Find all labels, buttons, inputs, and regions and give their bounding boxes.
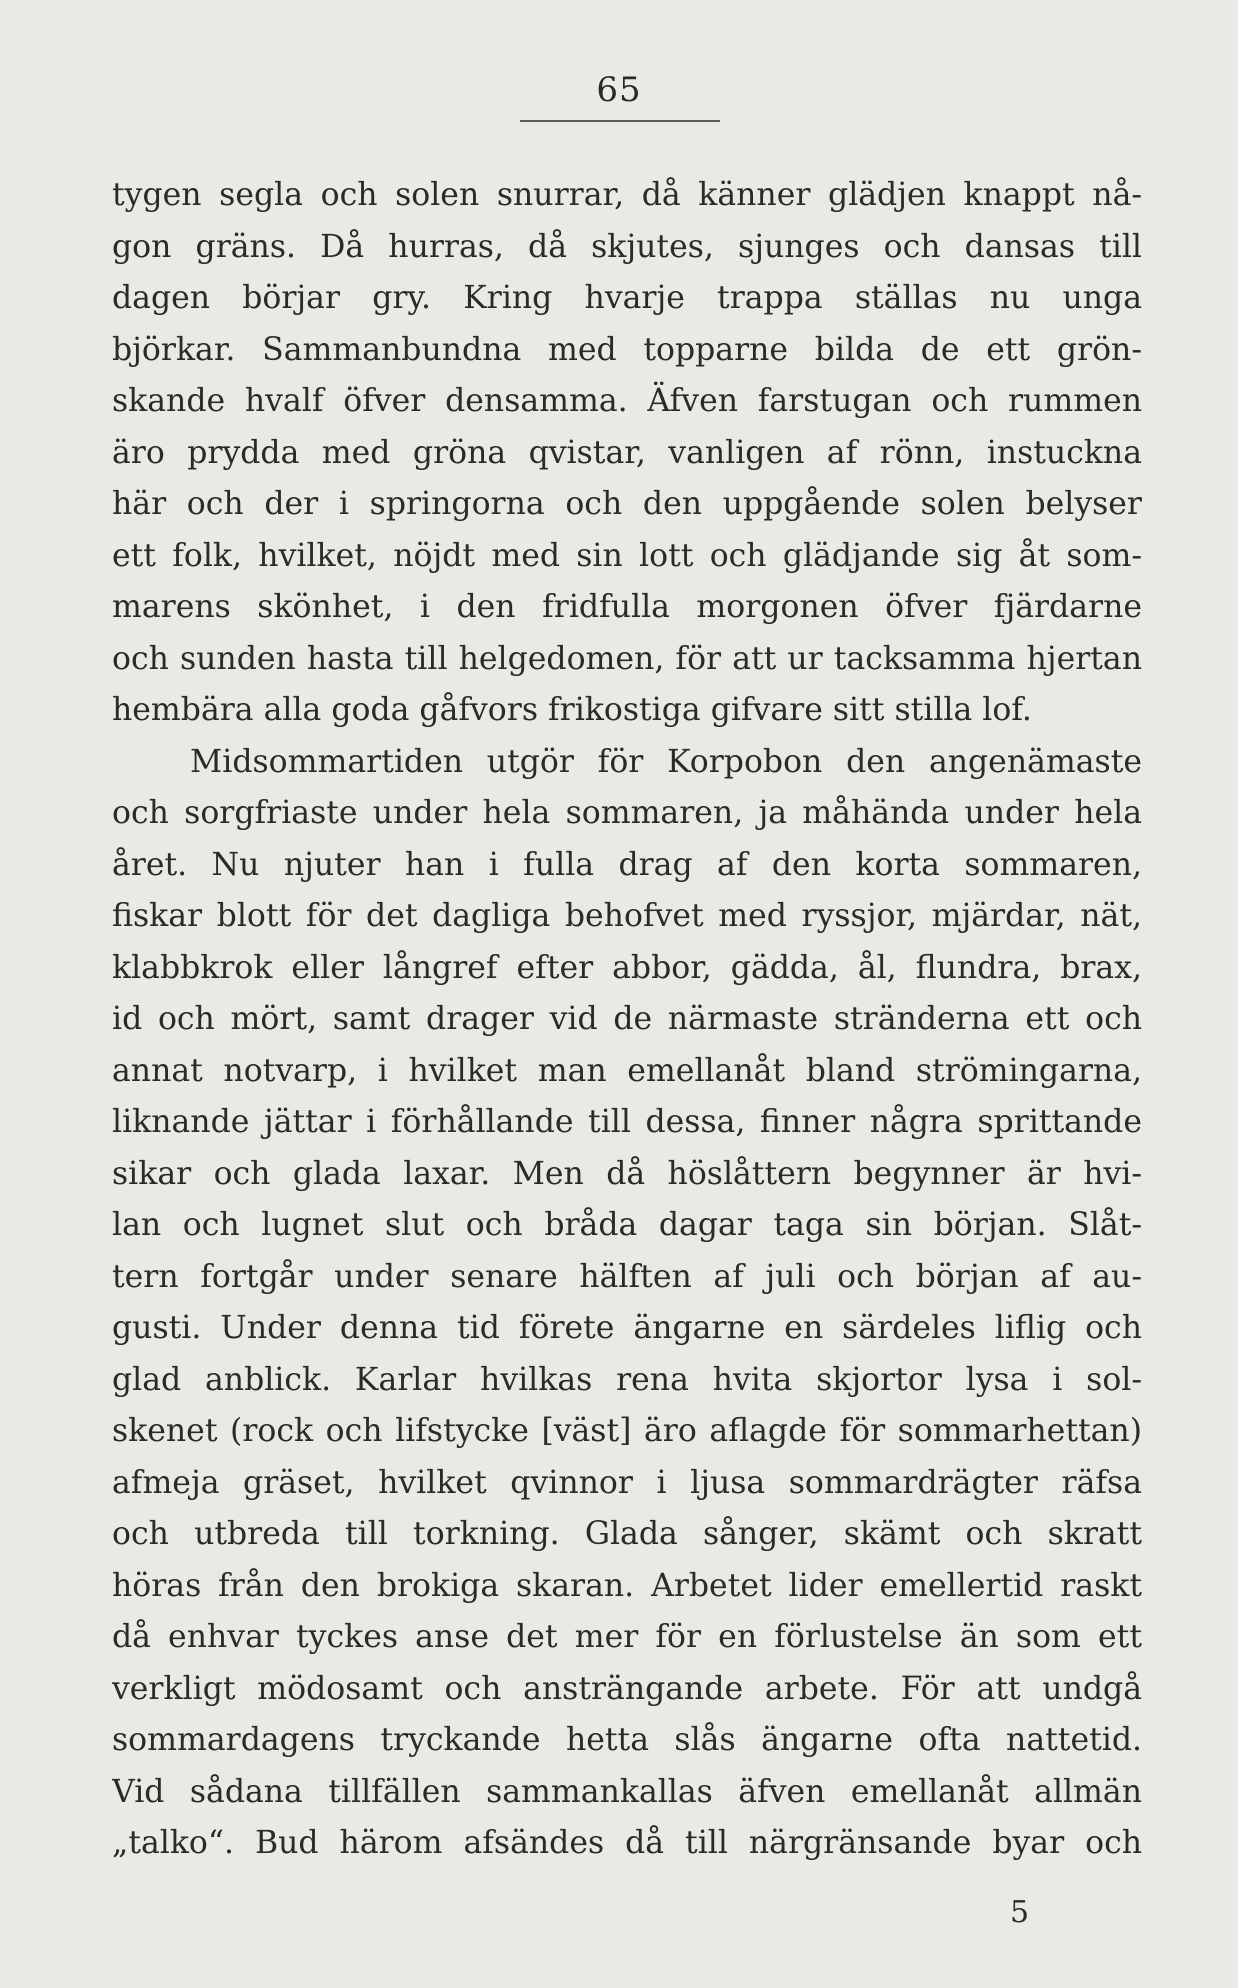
text-line: höras från den brokiga skaran. Arbetet lider emellertid raskt: [112, 1567, 1142, 1604]
text-line: och sunden hasta till helgedomen, för att ur tacksamma hjertan: [112, 640, 1142, 677]
text-line: fiskar blott för det dagliga behofvet med ryssjor, mjärdar, nät,: [112, 898, 1142, 934]
text-line: afmeja gräset, hvilket qvinnor i ljusa sommardrägter räfsa: [112, 1464, 1142, 1501]
signature-mark: 5: [1010, 1895, 1030, 1930]
text-line-paragraph-end: hembära alla goda gåfvors frikostiga gifvare sitt stilla lof.: [112, 692, 1032, 728]
text-line: Vid sådana tillfällen sammankallas äfven emellanåt allmän: [112, 1773, 1142, 1810]
text-line: tern fortgår under senare hälften af juli och början af au-: [112, 1258, 1142, 1295]
text-line: tygen segla och solen snurrar, då känner glädjen knappt nå-: [112, 177, 1142, 213]
text-line: skenet (rock och lifstycke [väst] äro aflagde för sommarhettan): [112, 1413, 1142, 1449]
text-line: „talko“. Bud härom afsändes då till närgränsande byar och: [112, 1825, 1142, 1861]
text-line: ett folk, hvilket, nöjdt med sin lott och glädjande sig åt som-: [112, 537, 1142, 574]
page-number: 65: [596, 70, 642, 110]
text-line: liknande jättar i förhållande till dessa, finner några sprittande: [112, 1104, 1142, 1140]
text-line: gusti. Under denna tid förete ängarne en särdeles liflig och: [112, 1310, 1142, 1346]
header-rule: [520, 120, 720, 122]
text-line: skande hvalf öfver densamma. Äfven farstugan och rummen: [112, 383, 1142, 419]
text-line: lan och lugnet slut och bråda dagar taga sin början. Slåt-: [112, 1207, 1142, 1243]
text-line: gon gräns. Då hurras, då skjutes, sjunges och dansas till: [112, 228, 1142, 265]
text-line-paragraph-start: Midsommartiden utgör för Korpobon den angenämaste: [190, 743, 1142, 780]
text-line: annat notvarp, i hvilket man emellanåt bland strömingarna,: [112, 1052, 1142, 1089]
text-line: marens skönhet, i den fridfulla morgonen öfver fjärdarne: [112, 589, 1142, 625]
text-line: här och der i springorna och den uppgående solen belyser: [112, 486, 1142, 522]
text-line: glad anblick. Karlar hvilkas rena hvita skjortor lysa i sol-: [112, 1361, 1142, 1398]
text-line: klabbkrok eller långref efter abbor, gädda, ål, flundra, brax,: [112, 949, 1142, 986]
text-line: dagen börjar gry. Kring hvarje trappa ställas nu unga: [112, 280, 1142, 316]
text-line: sommardagens tryckande hetta slås ängarne ofta nattetid.: [112, 1722, 1142, 1758]
text-line: och sorgfriaste under hela sommaren, ja måhända under hela: [112, 795, 1142, 831]
text-line: och utbreda till torkning. Glada sånger, skämt och skratt: [112, 1516, 1142, 1552]
body-text: [112, 170, 1142, 1870]
text-line: äro prydda med gröna qvistar, vanligen af rönn, instuckna: [112, 434, 1142, 471]
text-line: verkligt mödosamt och ansträngande arbete. För att undgå: [112, 1670, 1142, 1707]
text-line: då enhvar tyckes anse det mer för en förlustelse än som ett: [112, 1619, 1142, 1655]
text-line: sikar och glada laxar. Men då höslåttern begynner är hvi-: [112, 1155, 1142, 1192]
text-line: året. Nu njuter han i fulla drag af den korta sommaren,: [112, 846, 1142, 883]
text-line: id och mört, samt drager vid de närmaste stränderna ett och: [112, 1001, 1142, 1037]
text-line: björkar. Sammanbundna med topparne bilda de ett grön-: [112, 331, 1142, 368]
